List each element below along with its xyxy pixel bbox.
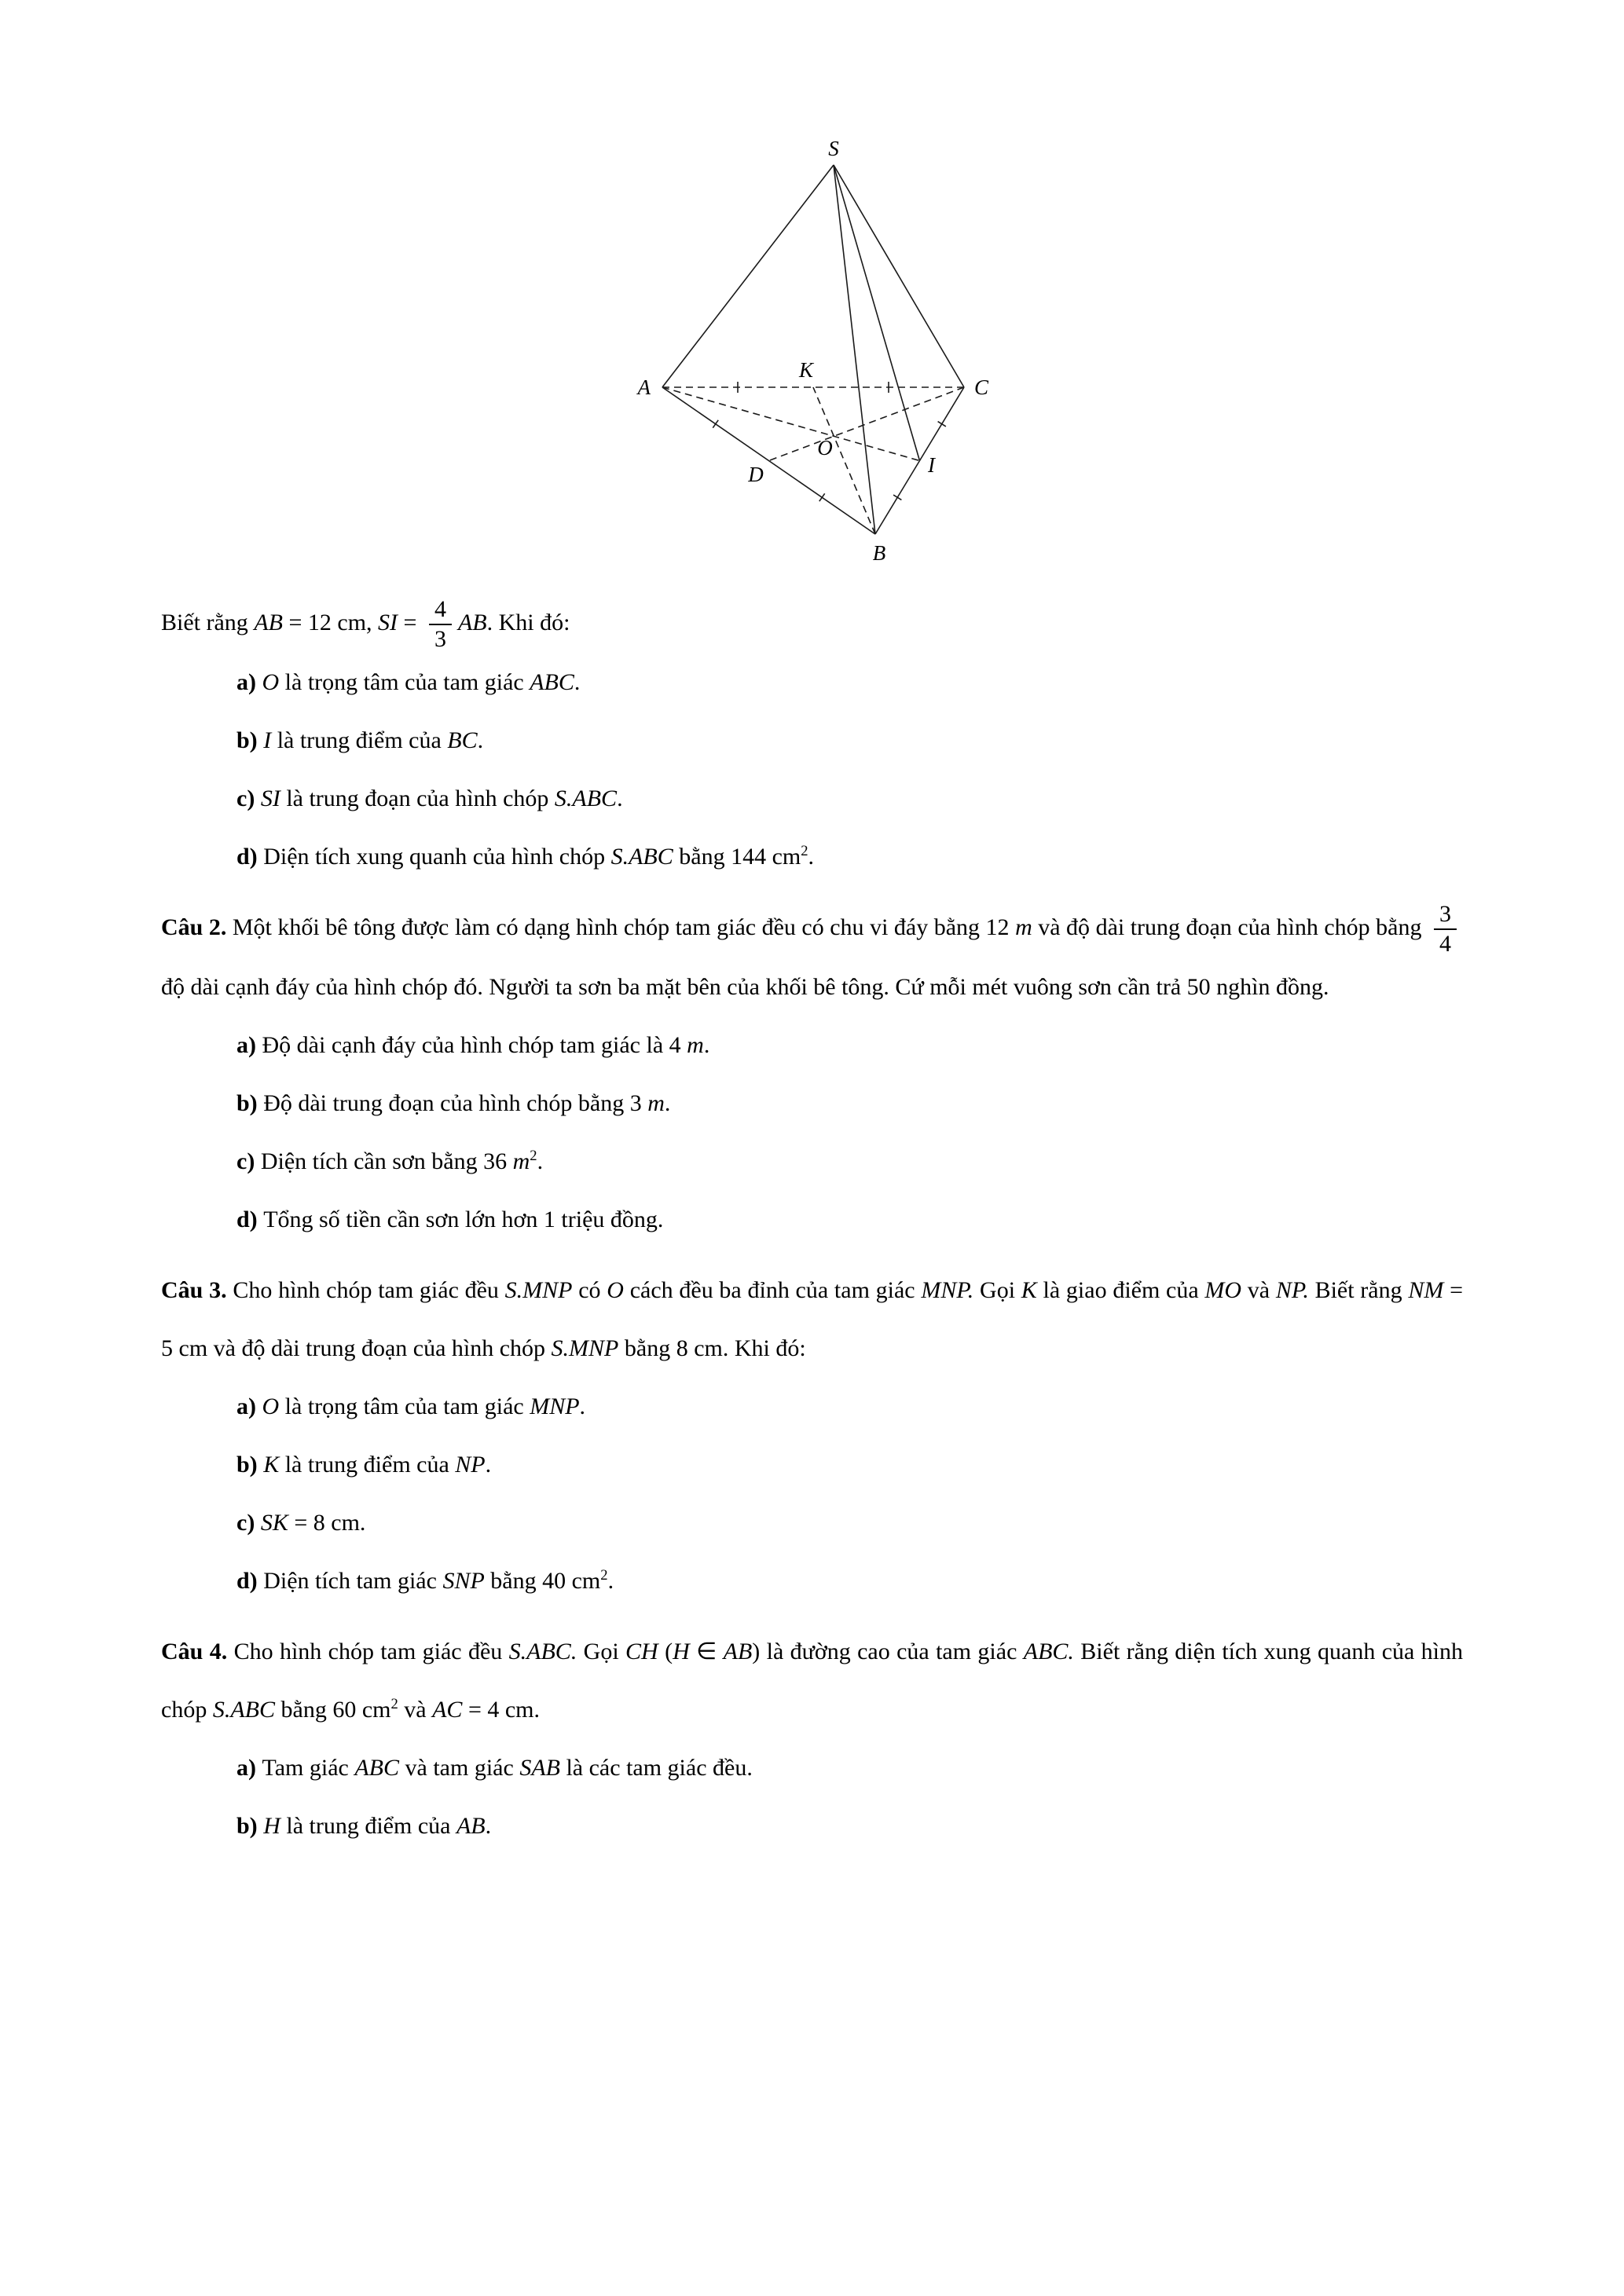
text-segment: Biết rằng xyxy=(1308,1277,1409,1304)
text-segment: bằng 8 cm. Khi đó: xyxy=(618,1335,806,1362)
text-segment: MNP xyxy=(530,1393,580,1420)
q4-item-b xyxy=(161,1797,1463,1855)
edge-sa xyxy=(662,165,834,387)
text-segment: ABC xyxy=(354,1755,400,1782)
text-segment: a) xyxy=(236,1755,262,1782)
text-segment: ∈ xyxy=(689,1639,724,1665)
text-segment: Một khối bê tông được làm có dạng hình chóp tam giác đều có chu vi đáy bằng 12 xyxy=(232,914,1016,941)
q1-item-b xyxy=(161,712,1463,770)
text-segment: . xyxy=(607,1568,614,1595)
text-segment: c) xyxy=(236,1510,261,1536)
text-segment: m xyxy=(1015,914,1032,941)
text-segment: là các tam giác đều. xyxy=(559,1755,753,1782)
q3-item-a xyxy=(161,1378,1463,1436)
text-segment: S.ABC xyxy=(212,1697,275,1723)
text-segment: CH xyxy=(625,1639,658,1665)
q2-item-b xyxy=(161,1075,1463,1133)
pyramid-figure xyxy=(624,141,1001,581)
cau2-statement xyxy=(161,899,1463,1016)
text-segment: a) xyxy=(236,669,262,696)
vertex-label-C-icon: C xyxy=(973,375,988,399)
text-segment: Độ dài trung đoạn của hình chóp bằng 3 xyxy=(263,1090,648,1117)
q2-item-d xyxy=(161,1191,1463,1249)
text-segment: NP. xyxy=(1275,1277,1309,1304)
tick-bi xyxy=(893,495,901,500)
edge-sb xyxy=(834,165,875,534)
text-segment: bằng 144 cm xyxy=(673,844,801,870)
text-segment: c) xyxy=(236,1148,261,1175)
text-segment: Tam giác xyxy=(262,1755,355,1782)
text-segment: ( xyxy=(658,1639,673,1665)
text-segment: SAB xyxy=(519,1755,560,1782)
tick-db xyxy=(819,493,824,501)
text-segment: là trọng tâm của tam giác xyxy=(279,669,530,696)
q1-item-a xyxy=(161,654,1463,712)
text-segment: bằng 60 cm xyxy=(275,1697,391,1723)
text-segment: Gọi xyxy=(577,1639,626,1665)
vertex-label-A-icon: A xyxy=(637,375,651,399)
q2-item-c xyxy=(161,1133,1463,1191)
q4-item-a xyxy=(161,1739,1463,1797)
apothem-si xyxy=(834,165,920,461)
text-segment: Câu 4. xyxy=(161,1639,234,1665)
median-ai-dashed xyxy=(662,387,920,461)
text-segment: ABC xyxy=(530,669,574,696)
text-segment: b) xyxy=(236,1452,264,1478)
text-segment: NM xyxy=(1408,1277,1444,1304)
text-segment: Độ dài cạnh đáy của hình chóp tam giác là 4 xyxy=(262,1032,687,1059)
text-segment: AC xyxy=(432,1697,463,1723)
text-segment: Câu 2. xyxy=(161,914,233,941)
text-segment: bằng 40 cm xyxy=(484,1568,601,1595)
text-segment: d) xyxy=(236,844,264,870)
text-segment: d) xyxy=(236,1568,264,1595)
text-segment: ) là đường cao của tam giác xyxy=(752,1639,1024,1665)
text-segment: m xyxy=(512,1148,530,1175)
text-segment: AB xyxy=(723,1639,753,1665)
text-segment: = xyxy=(398,610,423,635)
text-segment: m xyxy=(647,1090,665,1117)
text-segment: = 4 cm. xyxy=(462,1697,541,1723)
pyramid-svg xyxy=(624,141,1001,581)
text-segment: là trung điểm của xyxy=(279,1452,456,1478)
text-segment: và xyxy=(398,1697,433,1723)
text-segment: a) xyxy=(236,1393,262,1420)
point-label-O-icon: O xyxy=(816,436,833,460)
text-segment: . xyxy=(579,1393,586,1420)
text-segment: 2 xyxy=(390,1696,398,1713)
text-segment: và xyxy=(1241,1277,1276,1304)
text-segment: Biết rằng diện tích xung quanh của hình chóp xyxy=(161,1639,1464,1723)
text-segment: S.ABC xyxy=(610,844,673,870)
text-segment: là trọng tâm của tam giác xyxy=(279,1393,530,1420)
text-segment: b) xyxy=(236,1813,264,1840)
text-segment: Diện tích xung quanh của hình chóp xyxy=(263,844,611,870)
text-segment: AB xyxy=(254,610,283,635)
text-segment: S.MNP xyxy=(551,1335,619,1362)
text-segment: c) xyxy=(236,785,261,812)
text-segment: b) xyxy=(236,727,264,754)
text-segment: . Khi đó: xyxy=(486,610,570,635)
q4-items xyxy=(161,1739,1463,1855)
text-segment: Gọi xyxy=(973,1277,1021,1304)
text-segment: . xyxy=(808,844,815,870)
vertex-label-B-icon: B xyxy=(872,541,885,565)
q1-item-d xyxy=(161,828,1463,886)
edge-bc xyxy=(875,387,964,534)
text-segment: 2 xyxy=(530,1148,537,1165)
q2-items xyxy=(161,1016,1463,1249)
text-segment: SI xyxy=(260,785,280,812)
text-segment: S.ABC. xyxy=(508,1639,577,1665)
text-segment: . xyxy=(485,1452,492,1478)
text-segment: Tổng số tiền cần sơn lớn hơn 1 triệu đồng. xyxy=(263,1207,664,1233)
text-segment: . xyxy=(485,1813,492,1840)
text-segment: MO xyxy=(1204,1277,1242,1304)
text-segment: Biết rằng xyxy=(161,610,255,635)
q3-items xyxy=(161,1378,1463,1610)
text-segment: SNP xyxy=(442,1568,485,1595)
point-label-K-icon: K xyxy=(798,358,813,382)
text-segment: . xyxy=(617,785,623,812)
q3-item-b xyxy=(161,1436,1463,1494)
q2-item-a xyxy=(161,1016,1463,1075)
text-segment: MNP. xyxy=(921,1277,974,1304)
text-segment: . xyxy=(537,1148,544,1175)
text-segment: là giao điểm của xyxy=(1036,1277,1205,1304)
text-segment: là trung điểm của xyxy=(271,727,448,754)
cau3-statement xyxy=(161,1262,1463,1378)
text-segment: O xyxy=(262,1393,280,1420)
text-segment: Câu 3. xyxy=(161,1277,233,1304)
text-segment: O xyxy=(607,1277,624,1304)
text-segment: Cho hình chóp tam giác đều xyxy=(233,1277,505,1304)
text-segment: = 5 cm và độ dài trung đoạn của hình chóp xyxy=(161,1277,1463,1362)
text-segment: b) xyxy=(236,1090,264,1117)
tick-ic xyxy=(937,422,945,427)
q1-items xyxy=(161,654,1463,886)
text-segment: Diện tích cần sơn bằng 36 xyxy=(260,1148,513,1175)
text-segment: là trung điểm của xyxy=(280,1813,456,1840)
cau4-statement xyxy=(161,1623,1463,1739)
q1-item-c xyxy=(161,770,1463,828)
text-segment: S.MNP xyxy=(504,1277,573,1304)
text-segment: H xyxy=(673,1639,690,1665)
vertex-label-S-icon: S xyxy=(827,141,839,160)
text-segment: d) xyxy=(236,1207,264,1233)
fraction: $\frac{3}{4}$ xyxy=(1434,900,1457,958)
text-segment: = 8 cm. xyxy=(288,1510,366,1536)
text-segment: H xyxy=(263,1813,280,1840)
text-segment: 2 xyxy=(801,843,808,860)
q3-item-c xyxy=(161,1494,1463,1552)
text-segment: BC xyxy=(447,727,478,754)
point-label-D-icon: D xyxy=(747,463,764,486)
text-segment: AB xyxy=(456,1813,486,1840)
point-label-I-icon: I xyxy=(927,453,935,477)
text-segment: I xyxy=(263,727,272,754)
text-segment: AB xyxy=(457,610,487,635)
text-segment: m xyxy=(687,1032,704,1059)
text-segment: và độ dài trung đoạn của hình chóp bằng xyxy=(1032,914,1428,941)
text-segment: ABC. xyxy=(1023,1639,1074,1665)
text-segment: Cho hình chóp tam giác đều xyxy=(233,1639,509,1665)
text-segment: O xyxy=(262,669,280,696)
text-segment: là trung đoạn của hình chóp xyxy=(280,785,555,812)
text-segment: S.ABC xyxy=(554,785,618,812)
text-segment: . xyxy=(703,1032,710,1059)
text-segment: K xyxy=(263,1452,280,1478)
text-segment: K xyxy=(1021,1277,1037,1304)
text-segment: 2 xyxy=(600,1567,608,1584)
q3-item-d xyxy=(161,1552,1463,1610)
text-segment: . xyxy=(664,1090,671,1117)
text-segment: . xyxy=(477,727,484,754)
median-cd-dashed xyxy=(768,387,964,461)
text-segment: Diện tích tam giác xyxy=(263,1568,443,1595)
text-segment: và tam giác xyxy=(399,1755,520,1782)
given-statement xyxy=(161,594,1463,654)
text-segment: độ dài cạnh đáy của hình chóp đó. Người ta sơn ba mặt bên của khối bê tông. Cứ mỗi mét vuông sơn cần trả 50 nghìn đồng. xyxy=(161,974,1329,1001)
text-segment: NP xyxy=(455,1452,486,1478)
edge-ab xyxy=(662,387,875,534)
text-segment: có xyxy=(572,1277,607,1304)
text-segment: SK xyxy=(260,1510,288,1536)
text-segment: . xyxy=(574,669,581,696)
text-segment: SI xyxy=(378,610,398,635)
text-segment: a) xyxy=(236,1032,262,1059)
edge-sc xyxy=(834,165,964,387)
fraction: $\frac{4}{3}$ xyxy=(429,595,452,654)
tick-ad xyxy=(713,420,718,428)
text-segment: cách đều ba đỉnh của tam giác xyxy=(623,1277,922,1304)
text-segment: = 12 cm, xyxy=(282,610,379,635)
